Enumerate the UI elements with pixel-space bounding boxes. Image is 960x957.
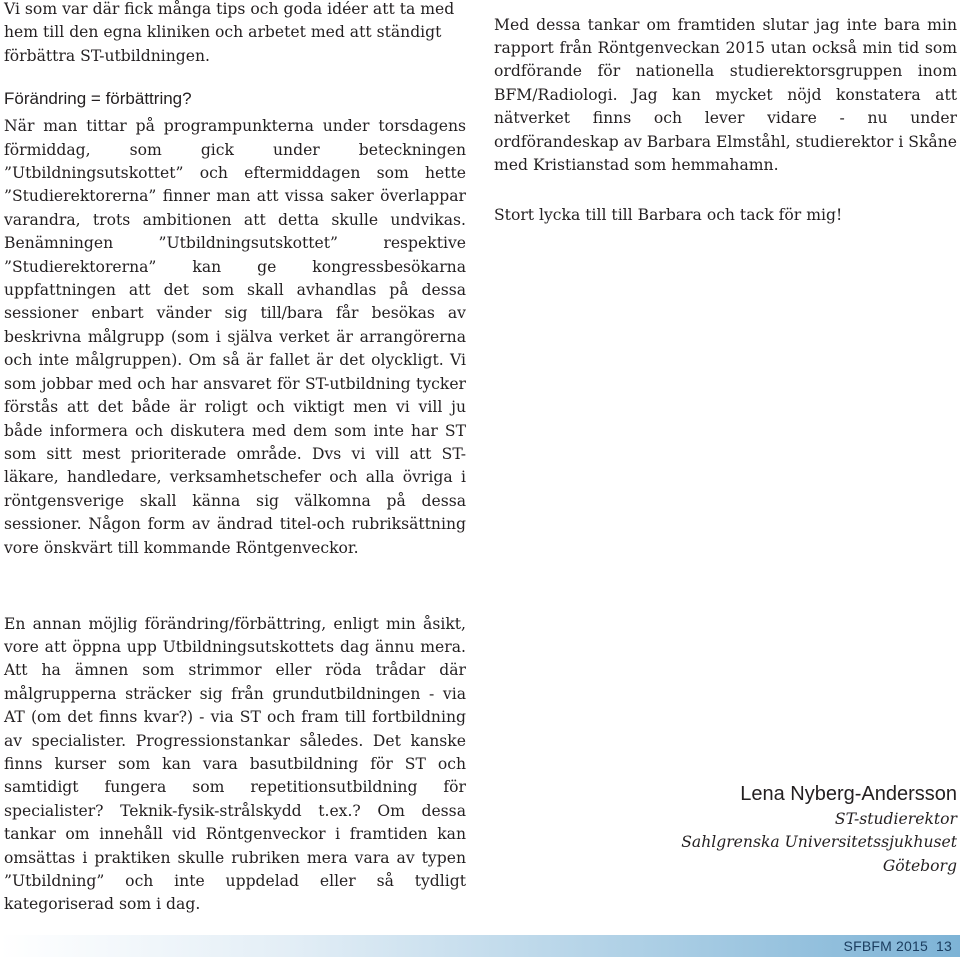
right-paragraph-2: Stort lycka till till Barbara och tack för mig! bbox=[494, 205, 843, 224]
publication-name: SFBFM 2015 bbox=[843, 938, 929, 954]
author-signature bbox=[681, 780, 957, 878]
footer-label bbox=[836, 937, 952, 955]
author-title: ST-studierektor bbox=[834, 810, 957, 828]
body-paragraph-2: En annan möjlig förändring/förbättring, enligt min åsikt, vore att öppna upp Utbildningsutskottets dag ännu mera. Att ha ämnen som strimmor eller röda trådar där målgrupperna sträcker sig från grundutbildningen - via AT (om det finns kvar?) - via ST och fram till fortbildning av specialister. Progressionstankar således. Det kanske finns kurser som kan vara basutbildning för ST och samtidigt fungera som repetitionsutbildning för specialister? Teknik-fysik-strålskydd t.ex.? Om dessa tankar om innehåll vid Röntgenveckor i framtiden kan omsättas i praktiken skulle rubriken mera vara av typen ”Utbildning” och inte uppdelad eller så tydligt kategoriserad som i dag. bbox=[4, 614, 466, 914]
page-number: 13 bbox=[936, 938, 952, 954]
author-organization: Sahlgrenska Universitetssjukhuset bbox=[681, 833, 957, 852]
section-heading: Förändring = förbättring? bbox=[4, 89, 192, 109]
author-name: Lena Nyberg-Andersson bbox=[740, 783, 957, 805]
body-paragraph-1: När man tittar på programpunkterna under torsdagens förmiddag, som gick under beteckningen ”Utbildningsutskottet” och eftermiddagen som hette ”Studierektorerna” finner man att vissa saker överlappar varandra, trots ambitionen att detta skulle undvikas. Benämningen ”Utbildningsutskottet” respektive ”Studierektorerna” kan ge kongressbesökarna uppfattningen att det som skall avhandlas på dessa sessioner enbart vänder sig till/bara får besökas av beskrivna målgrupp (som i själva verket är arrangörerna och inte målgruppen). Om så är fallet är det olyckligt. Vi som jobbar med och har ansvaret för ST-utbildning tycker förstås att det både är roligt och viktigt men vi vill ju både informera och diskutera med dem som inte har ST som sitt mest prioriterade område. Dvs vi vill att ST-läkare, handledare, verksamhetschefer och alla övriga i röntgensverige skall känna sig välkomna på dessa sessioner. Någon form av ändrad titel-och rubriksättning vore önskvärt till kommande Röntgenveckor. bbox=[4, 117, 466, 557]
intro-paragraph: Vi som var där fick många tips och goda idéer att ta med hem till den egna kliniken och arbetet med att ständigt förbättra ST-utbildningen. bbox=[4, 0, 455, 65]
right-paragraph-1: Med dessa tankar om framtiden slutar jag inte bara min rapport från Röntgenveckan 2015 utan också min tid som ordförande för nationella studierektorsgruppen inom BFM/Radiologi. Jag kan mycket nöjd konstatera att nätverket finns och lever vidare - nu under ordförandeskap av Barbara Elmståhl, studierektor i Skåne med Kristianstad som hemmahamn. bbox=[494, 15, 957, 175]
page-footer bbox=[0, 935, 960, 957]
left-column bbox=[4, 0, 466, 560]
author-city: Göteborg bbox=[882, 856, 957, 875]
